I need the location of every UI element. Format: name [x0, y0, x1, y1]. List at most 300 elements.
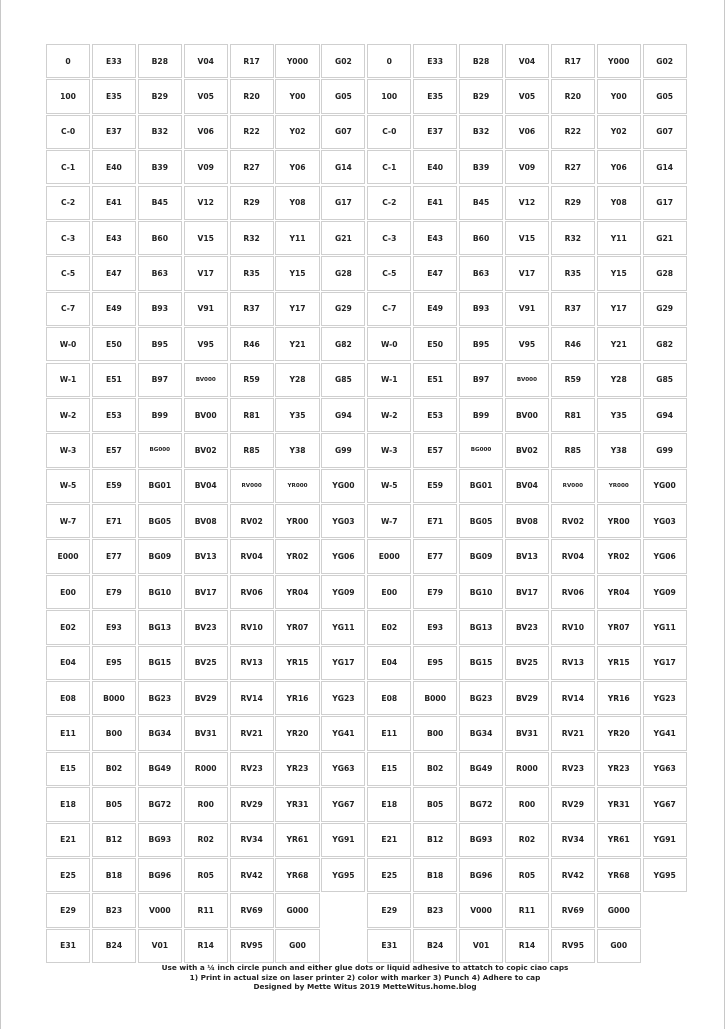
- code-cell: Y35: [275, 398, 319, 432]
- code-cell: C-0: [367, 115, 411, 149]
- code-cell: RV95: [551, 929, 595, 963]
- code-cell: B28: [459, 44, 503, 78]
- credits-line: Designed by Mette Witus 2019 MetteWitus.home.blog: [253, 982, 477, 992]
- code-cell: G000: [597, 893, 641, 927]
- code-cell: E57: [92, 433, 136, 467]
- code-cell: Y08: [275, 186, 319, 220]
- code-cell: BG09: [459, 539, 503, 573]
- code-cell: YR31: [275, 787, 319, 821]
- code-cell: R32: [230, 221, 274, 255]
- code-cell: Y38: [275, 433, 319, 467]
- code-cell: E31: [367, 929, 411, 963]
- code-cell: G07: [643, 115, 687, 149]
- code-cell: G000: [275, 893, 319, 927]
- code-cell: R46: [230, 327, 274, 361]
- code-cell: E77: [92, 539, 136, 573]
- code-cell: YG63: [643, 752, 687, 786]
- code-cell: YG03: [643, 504, 687, 538]
- code-cell: V15: [184, 221, 228, 255]
- code-cell: Y38: [597, 433, 641, 467]
- code-cell: Y28: [597, 363, 641, 397]
- code-cell: BG49: [138, 752, 182, 786]
- code-cell: YR07: [597, 610, 641, 644]
- code-cell: B95: [138, 327, 182, 361]
- code-cell: R11: [505, 893, 549, 927]
- code-cell: YG17: [643, 646, 687, 680]
- code-cell: BV08: [505, 504, 549, 538]
- code-cell: E33: [92, 44, 136, 78]
- code-cell: BV08: [184, 504, 228, 538]
- code-cell: B97: [459, 363, 503, 397]
- code-cell: YR00: [597, 504, 641, 538]
- code-cell: YG03: [321, 504, 365, 538]
- code-cell: E25: [46, 858, 90, 892]
- code-cell: YG06: [321, 539, 365, 573]
- code-cell: E43: [92, 221, 136, 255]
- code-cell: C-1: [46, 150, 90, 184]
- code-cell: RV21: [230, 716, 274, 750]
- code-cell: YG09: [321, 575, 365, 609]
- code-cell: V12: [505, 186, 549, 220]
- code-cell: E71: [92, 504, 136, 538]
- code-cell: V95: [505, 327, 549, 361]
- code-cell: E29: [46, 893, 90, 927]
- code-cell: B95: [459, 327, 503, 361]
- code-cell: E79: [92, 575, 136, 609]
- code-cell: E21: [367, 823, 411, 857]
- code-cell: YG17: [321, 646, 365, 680]
- code-cell: B45: [138, 186, 182, 220]
- code-cell: E51: [92, 363, 136, 397]
- empty-cell: [321, 893, 365, 927]
- code-cell: G02: [321, 44, 365, 78]
- code-cell: E02: [367, 610, 411, 644]
- code-cell: V12: [184, 186, 228, 220]
- code-cell: V17: [505, 256, 549, 290]
- code-cell: YR68: [597, 858, 641, 892]
- code-cell: B02: [413, 752, 457, 786]
- code-cell: Y17: [597, 292, 641, 326]
- empty-cell: [643, 893, 687, 927]
- code-cell: BG10: [138, 575, 182, 609]
- code-cell: RV06: [230, 575, 274, 609]
- code-cell: RV29: [551, 787, 595, 821]
- instructions-line-1: Use with a ¼ inch circle punch and either glue dots or liquid adhesive to attatch to copic ciao caps: [161, 963, 569, 972]
- code-cell: YG09: [643, 575, 687, 609]
- code-cell: B99: [138, 398, 182, 432]
- code-cell: R00: [505, 787, 549, 821]
- code-cell: V04: [505, 44, 549, 78]
- code-cell: BV02: [184, 433, 228, 467]
- code-cell: G21: [643, 221, 687, 255]
- code-cell: Y15: [597, 256, 641, 290]
- code-cell: R17: [551, 44, 595, 78]
- code-cell: B23: [92, 893, 136, 927]
- code-cell: R32: [551, 221, 595, 255]
- code-cell: E41: [92, 186, 136, 220]
- code-cell: BV02: [505, 433, 549, 467]
- code-cell: R14: [505, 929, 549, 963]
- code-cell: BG01: [138, 469, 182, 503]
- code-cell: RV42: [230, 858, 274, 892]
- instructions-footer: [1, 963, 728, 992]
- code-cell: B05: [92, 787, 136, 821]
- code-cell: BV00: [184, 398, 228, 432]
- code-cell: R05: [184, 858, 228, 892]
- code-cell: E53: [413, 398, 457, 432]
- code-cell: B93: [459, 292, 503, 326]
- code-cell: YR16: [275, 681, 319, 715]
- code-cell: RV14: [551, 681, 595, 715]
- code-cell: Y08: [597, 186, 641, 220]
- code-cell: BG23: [138, 681, 182, 715]
- code-cell: R37: [230, 292, 274, 326]
- code-cell: BG72: [459, 787, 503, 821]
- code-cell: B24: [413, 929, 457, 963]
- code-cell: 100: [367, 79, 411, 113]
- code-cell: BG15: [138, 646, 182, 680]
- code-cell: W-3: [46, 433, 90, 467]
- code-cell: V06: [184, 115, 228, 149]
- code-cell: V15: [505, 221, 549, 255]
- code-cell: E35: [413, 79, 457, 113]
- code-cell: YG06: [643, 539, 687, 573]
- code-cell: G29: [321, 292, 365, 326]
- code-cell: R00: [184, 787, 228, 821]
- code-cell: BV29: [505, 681, 549, 715]
- code-cell: W-7: [367, 504, 411, 538]
- code-cell: BV17: [184, 575, 228, 609]
- code-cell: R85: [230, 433, 274, 467]
- code-cell: E59: [92, 469, 136, 503]
- code-cell: BV25: [184, 646, 228, 680]
- code-cell: B00: [413, 716, 457, 750]
- code-cell: V09: [505, 150, 549, 184]
- code-cell: B18: [413, 858, 457, 892]
- code-cell: R35: [230, 256, 274, 290]
- code-cell: BG09: [138, 539, 182, 573]
- code-cell: V000: [138, 893, 182, 927]
- code-cell: E41: [413, 186, 457, 220]
- code-cell: BV000: [184, 363, 228, 397]
- code-cell: RV000: [551, 469, 595, 503]
- code-cell: BV13: [184, 539, 228, 573]
- code-cell: BG000: [459, 433, 503, 467]
- code-cell: RV02: [551, 504, 595, 538]
- code-cell: R02: [184, 823, 228, 857]
- code-cell: B23: [413, 893, 457, 927]
- code-cell: RV04: [551, 539, 595, 573]
- code-cell: BV23: [505, 610, 549, 644]
- code-cell: BG13: [459, 610, 503, 644]
- code-cell: BV31: [505, 716, 549, 750]
- code-cell: C-1: [367, 150, 411, 184]
- code-cell: YR20: [275, 716, 319, 750]
- code-cell: YG63: [321, 752, 365, 786]
- code-cell: RV29: [230, 787, 274, 821]
- code-cell: BG05: [459, 504, 503, 538]
- code-cell: G94: [643, 398, 687, 432]
- code-cell: YR23: [275, 752, 319, 786]
- code-cell: E59: [413, 469, 457, 503]
- code-cell: R85: [551, 433, 595, 467]
- code-cell: E18: [46, 787, 90, 821]
- empty-cell: [321, 929, 365, 963]
- code-cell: B32: [138, 115, 182, 149]
- code-cell: RV23: [230, 752, 274, 786]
- code-cell: E47: [413, 256, 457, 290]
- code-cell: B12: [92, 823, 136, 857]
- code-cell: C-7: [46, 292, 90, 326]
- code-cell: E00: [367, 575, 411, 609]
- code-cell: R29: [230, 186, 274, 220]
- code-cell: R000: [505, 752, 549, 786]
- code-cell: RV10: [230, 610, 274, 644]
- code-cell: YR16: [597, 681, 641, 715]
- code-cell: E08: [367, 681, 411, 715]
- code-cell: YR61: [597, 823, 641, 857]
- code-cell: BV04: [505, 469, 549, 503]
- code-cell: R000: [184, 752, 228, 786]
- code-cell: E51: [413, 363, 457, 397]
- code-cell: 0: [367, 44, 411, 78]
- code-cell: BG10: [459, 575, 503, 609]
- code-cell: G14: [643, 150, 687, 184]
- code-cell: E50: [92, 327, 136, 361]
- code-cell: C-3: [367, 221, 411, 255]
- code-cell: E02: [46, 610, 90, 644]
- code-cell: Y000: [597, 44, 641, 78]
- code-cell: V05: [184, 79, 228, 113]
- code-cell: G28: [321, 256, 365, 290]
- code-cell: V01: [459, 929, 503, 963]
- code-cell: V95: [184, 327, 228, 361]
- code-cell: R22: [230, 115, 274, 149]
- code-cell: W-2: [46, 398, 90, 432]
- code-cell: BG34: [459, 716, 503, 750]
- code-cell: B63: [459, 256, 503, 290]
- code-cell: C-3: [46, 221, 90, 255]
- code-cell: Y21: [597, 327, 641, 361]
- code-cell: W-1: [46, 363, 90, 397]
- code-cell: B39: [459, 150, 503, 184]
- code-cell: C-2: [46, 186, 90, 220]
- code-cell: G85: [321, 363, 365, 397]
- code-cell: Y06: [275, 150, 319, 184]
- code-cell: YG95: [643, 858, 687, 892]
- code-cell: B99: [459, 398, 503, 432]
- code-cell: E49: [413, 292, 457, 326]
- code-cell: E95: [92, 646, 136, 680]
- code-cell: BG05: [138, 504, 182, 538]
- code-cell: BV29: [184, 681, 228, 715]
- code-cell: Y00: [275, 79, 319, 113]
- code-cell: C-2: [367, 186, 411, 220]
- code-cell: W-7: [46, 504, 90, 538]
- code-cell: YG11: [643, 610, 687, 644]
- code-cell: E08: [46, 681, 90, 715]
- code-cell: E000: [46, 539, 90, 573]
- code-cell: W-5: [367, 469, 411, 503]
- code-cell: YR04: [275, 575, 319, 609]
- code-cell: C-0: [46, 115, 90, 149]
- code-cell: E47: [92, 256, 136, 290]
- code-cell: Y11: [275, 221, 319, 255]
- code-cell: E25: [367, 858, 411, 892]
- code-cell: YG91: [643, 823, 687, 857]
- code-cell: E29: [367, 893, 411, 927]
- code-cell: G82: [321, 327, 365, 361]
- code-cell: YR02: [275, 539, 319, 573]
- code-cell: B02: [92, 752, 136, 786]
- code-cell: RV34: [230, 823, 274, 857]
- code-cell: Y11: [597, 221, 641, 255]
- code-cell: R35: [551, 256, 595, 290]
- code-cell: B000: [413, 681, 457, 715]
- code-cell: YR00: [275, 504, 319, 538]
- code-cell: BG13: [138, 610, 182, 644]
- code-cell: BV31: [184, 716, 228, 750]
- code-cell: E50: [413, 327, 457, 361]
- code-cell: YR000: [275, 469, 319, 503]
- code-cell: E79: [413, 575, 457, 609]
- code-cell: YR20: [597, 716, 641, 750]
- code-cell: E49: [92, 292, 136, 326]
- code-cell: BV23: [184, 610, 228, 644]
- code-cell: B00: [92, 716, 136, 750]
- code-cell: G99: [643, 433, 687, 467]
- code-cell: R17: [230, 44, 274, 78]
- code-cell: G21: [321, 221, 365, 255]
- instructions-line-2: 1) Print in actual size on laser printer 2) color with marker 3) Punch 4) Adhere to cap: [189, 972, 541, 982]
- code-cell: RV69: [230, 893, 274, 927]
- code-cell: BV000: [505, 363, 549, 397]
- label-grid: [46, 44, 687, 963]
- code-cell: BV04: [184, 469, 228, 503]
- code-cell: Y06: [597, 150, 641, 184]
- code-cell: G28: [643, 256, 687, 290]
- code-cell: YR31: [597, 787, 641, 821]
- code-cell: G85: [643, 363, 687, 397]
- code-cell: RV21: [551, 716, 595, 750]
- code-cell: YG00: [321, 469, 365, 503]
- code-cell: 0: [46, 44, 90, 78]
- code-cell: Y17: [275, 292, 319, 326]
- code-cell: G00: [597, 929, 641, 963]
- code-cell: YG41: [643, 716, 687, 750]
- code-cell: BG49: [459, 752, 503, 786]
- code-cell: W-1: [367, 363, 411, 397]
- code-cell: YG95: [321, 858, 365, 892]
- code-cell: Y000: [275, 44, 319, 78]
- code-cell: R14: [184, 929, 228, 963]
- code-cell: B05: [413, 787, 457, 821]
- code-cell: BG93: [138, 823, 182, 857]
- code-cell: B63: [138, 256, 182, 290]
- code-cell: E77: [413, 539, 457, 573]
- code-cell: E000: [367, 539, 411, 573]
- code-cell: E53: [92, 398, 136, 432]
- code-cell: E11: [367, 716, 411, 750]
- code-cell: YR15: [597, 646, 641, 680]
- code-cell: V000: [459, 893, 503, 927]
- code-cell: G00: [275, 929, 319, 963]
- code-cell: R20: [230, 79, 274, 113]
- code-cell: E57: [413, 433, 457, 467]
- code-cell: R27: [551, 150, 595, 184]
- code-cell: C-5: [367, 256, 411, 290]
- code-cell: B29: [138, 79, 182, 113]
- code-cell: YR04: [597, 575, 641, 609]
- code-cell: B28: [138, 44, 182, 78]
- code-cell: YG00: [643, 469, 687, 503]
- code-cell: YG91: [321, 823, 365, 857]
- code-cell: YG67: [321, 787, 365, 821]
- code-cell: YR61: [275, 823, 319, 857]
- code-cell: BV13: [505, 539, 549, 573]
- code-cell: B39: [138, 150, 182, 184]
- code-cell: G07: [321, 115, 365, 149]
- code-cell: B60: [138, 221, 182, 255]
- code-cell: G82: [643, 327, 687, 361]
- code-cell: R27: [230, 150, 274, 184]
- code-cell: E93: [92, 610, 136, 644]
- code-cell: G05: [321, 79, 365, 113]
- code-cell: YG23: [643, 681, 687, 715]
- code-cell: RV69: [551, 893, 595, 927]
- code-cell: R22: [551, 115, 595, 149]
- code-cell: W-2: [367, 398, 411, 432]
- code-cell: E37: [413, 115, 457, 149]
- code-cell: E40: [92, 150, 136, 184]
- code-cell: RV000: [230, 469, 274, 503]
- empty-cell: [643, 929, 687, 963]
- code-cell: V91: [184, 292, 228, 326]
- code-cell: R81: [230, 398, 274, 432]
- code-cell: E35: [92, 79, 136, 113]
- code-cell: BG34: [138, 716, 182, 750]
- code-cell: C-5: [46, 256, 90, 290]
- code-cell: BG23: [459, 681, 503, 715]
- code-cell: V09: [184, 150, 228, 184]
- code-cell: BG96: [138, 858, 182, 892]
- code-cell: V05: [505, 79, 549, 113]
- code-cell: E31: [46, 929, 90, 963]
- code-cell: R46: [551, 327, 595, 361]
- code-cell: E21: [46, 823, 90, 857]
- code-cell: R11: [184, 893, 228, 927]
- code-cell: R37: [551, 292, 595, 326]
- code-cell: V01: [138, 929, 182, 963]
- code-cell: RV10: [551, 610, 595, 644]
- code-cell: 100: [46, 79, 90, 113]
- code-cell: B93: [138, 292, 182, 326]
- code-cell: E40: [413, 150, 457, 184]
- code-cell: V06: [505, 115, 549, 149]
- code-cell: W-3: [367, 433, 411, 467]
- code-cell: YG11: [321, 610, 365, 644]
- code-cell: G02: [643, 44, 687, 78]
- code-cell: V91: [505, 292, 549, 326]
- code-cell: W-5: [46, 469, 90, 503]
- code-cell: YG23: [321, 681, 365, 715]
- code-cell: YR23: [597, 752, 641, 786]
- code-cell: RV04: [230, 539, 274, 573]
- code-cell: E15: [367, 752, 411, 786]
- code-cell: RV42: [551, 858, 595, 892]
- code-cell: R05: [505, 858, 549, 892]
- code-cell: RV34: [551, 823, 595, 857]
